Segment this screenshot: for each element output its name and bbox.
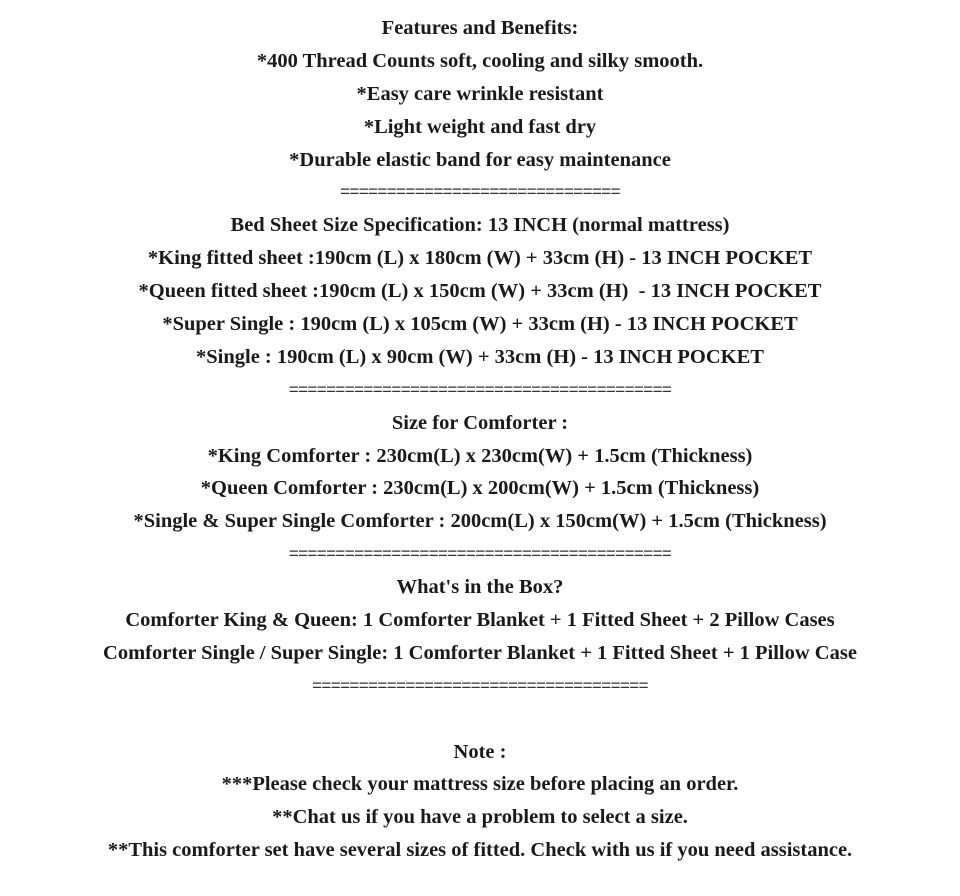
box-heading: What's in the Box? <box>396 576 564 599</box>
comforter-single: *Single & Super Single Comforter : 200cm(L) x 150cm(W) + 1.5cm (Thickness) <box>133 510 827 533</box>
spacer <box>0 703 960 736</box>
separator: ========================================= <box>288 379 672 399</box>
product-description <box>0 12 960 867</box>
note-heading: Note : <box>453 740 507 763</box>
box-single: Comforter Single / Super Single: 1 Comforter Blanket + 1 Fitted Sheet + 1 Pillow Case <box>103 641 857 664</box>
comforter-king: *King Comforter : 230cm(L) x 230cm(W) + 1.5cm (Thickness) <box>207 444 753 467</box>
note-check-size: ***Please check your mattress size before placing an order. <box>221 773 739 796</box>
note-several-sizes: **This comforter set have several sizes of fitted. Check with us if you need assistance. <box>107 839 853 862</box>
bed-sheet-queen: *Queen fitted sheet :190cm (L) x 150cm (W) + 33cm (H) - 13 INCH POCKET <box>138 280 822 303</box>
separator: ==================================== <box>312 675 648 695</box>
bed-sheet-king: *King fitted sheet :190cm (L) x 180cm (W) + 33cm (H) - 13 INCH POCKET <box>147 247 813 270</box>
feature-item-thread-count: *400 Thread Counts soft, cooling and silky smooth. <box>256 49 704 72</box>
features-heading: Features and Benefits: <box>381 17 579 39</box>
note-chat-us: **Chat us if you have a problem to select a size. <box>272 806 688 829</box>
bed-sheet-single: *Single : 190cm (L) x 90cm (W) + 33cm (H) - 13 INCH POCKET <box>196 345 764 368</box>
feature-item-easy-care: *Easy care wrinkle resistant <box>356 82 604 105</box>
box-king-queen: Comforter King & Queen: 1 Comforter Blanket + 1 Fitted Sheet + 2 Pillow Cases <box>125 609 835 632</box>
separator: ========================================= <box>288 544 672 564</box>
comforter-queen: *Queen Comforter : 230cm(L) x 200cm(W) + 1.5cm (Thickness) <box>200 477 760 500</box>
feature-item-light-weight: *Light weight and fast dry <box>363 115 597 138</box>
bed-sheet-heading: Bed Sheet Size Specification: 13 INCH (normal mattress) <box>230 214 730 237</box>
feature-item-elastic-band: *Durable elastic band for easy maintenance <box>289 148 671 171</box>
bed-sheet-super-single: *Super Single : 190cm (L) x 105cm (W) + 33cm (H) - 13 INCH POCKET <box>162 313 798 336</box>
comforter-heading: Size for Comforter : <box>391 411 569 434</box>
separator: ============================== <box>340 182 620 202</box>
